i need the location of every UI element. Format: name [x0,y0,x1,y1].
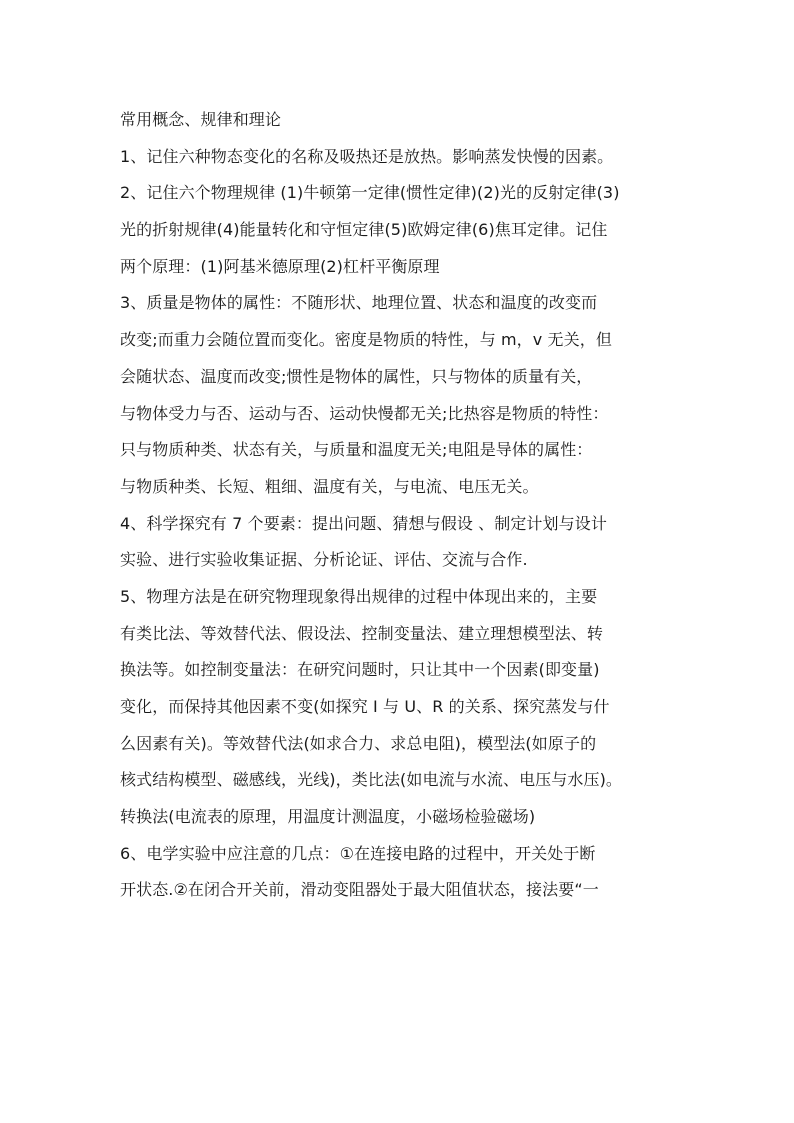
paragraph-line: 有类比法、等效替代法、假设法、控制变量法、建立理想模型法、转 [120,623,604,643]
paragraph-line: 3、质量是物体的属性：不随形状、地理位置、状态和温度的改变而 [120,293,598,313]
paragraph-line: 2、记住六个物理规律 (1)牛顿第一定律(惯性定律)(2)光的反射定律(3) [120,183,620,203]
paragraph-line: 换法等。如控制变量法：在研究问题时，只让其中一个因素(即变量) [120,660,600,680]
paragraph-line: 开状态.②在闭合开关前，滑动变阻器处于最大阻值状态，接法要“一 [120,880,599,900]
document-body [120,102,710,909]
paragraph-line: 么因素有关)。等效替代法(如求合力、求总电阻)，模型法(如原子的 [120,733,597,753]
paragraph-line: 转换法(电流表的原理，用温度计测温度，小磁场检验磁场) [120,807,536,827]
paragraph-line: 5、物理方法是在研究物理现象得出规律的过程中体现出来的，主要 [120,586,598,606]
paragraph-line: 只与物质种类、状态有关，与质量和温度无关;电阻是导体的属性： [120,440,593,460]
paragraph-line: 会随状态、温度而改变;惯性是物体的属性，只与物体的质量有关， [120,366,593,386]
paragraph-line: 6、电学实验中应注意的几点：①在连接电路的过程中，开关处于断 [120,843,596,863]
paragraph-line: 两个原理：(1)阿基米德原理(2)杠杆平衡原理 [120,256,440,276]
paragraph-line: 与物体受力与否、运动与否、运动快慢都无关;比热容是物质的特性： [120,403,609,423]
paragraph-line: 1、记住六种物态变化的名称及吸热还是放热。影响蒸发快慢的因素。 [120,146,614,166]
paragraph-line: 核式结构模型、磁感线，光线)，类比法(如电流与水流、电压与水压)。 [120,770,623,790]
paragraph-line: 4、科学探究有 7 个要素：提出问题、猜想与假设 、制定计划与设计 [120,513,607,533]
paragraph-line: 实验、进行实验收集证据、分析论证、评估、交流与合作. [120,550,528,570]
paragraph-line: 光的折射规律(4)能量转化和守恒定律(5)欧姆定律(6)焦耳定律。记住 [120,220,608,240]
paragraph-line: 变化，而保持其他因素不变(如探究 I 与 U、R 的关系、探究蒸发与什 [120,697,610,716]
document-heading: 常用概念、规律和理论 [120,110,282,129]
paragraph-line: 改变;而重力会随位置而变化。密度是物质的特性，与 m，v 无关，但 [120,330,612,350]
paragraph-line: 与物质种类、长短、粗细、温度有关，与电流、电压无关。 [120,476,539,496]
